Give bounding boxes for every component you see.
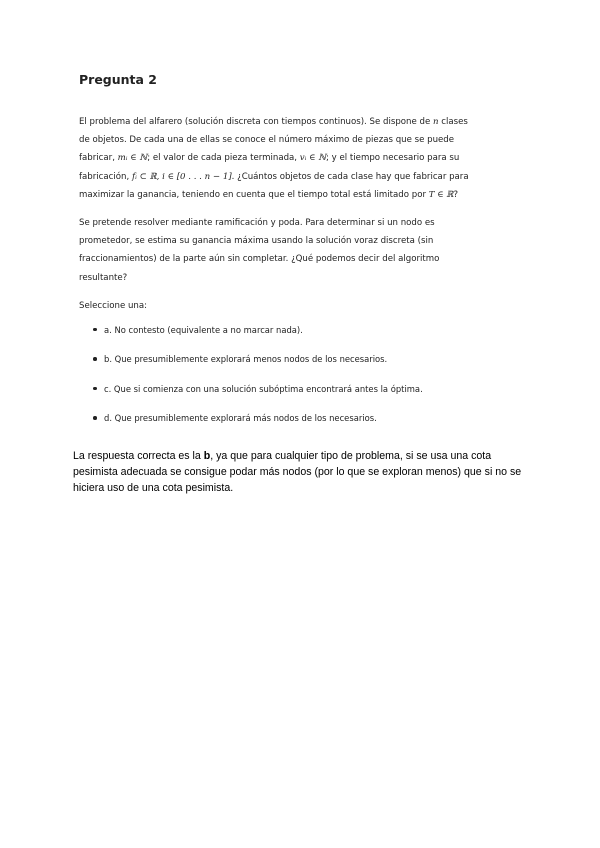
bullet-icon <box>93 328 97 332</box>
option-label: b. Que presumiblemente explorará menos nodos de los necesarios. <box>104 354 388 365</box>
statement-text: ; y el tiempo necesario para su fabricación, <box>79 153 460 182</box>
answer-explanation <box>73 448 533 496</box>
answer-prefix: La respuesta correcta es la <box>73 450 204 462</box>
quiz-question-block <box>79 72 479 441</box>
option-label: a. No contesto (equivalente a no marcar nada). <box>104 324 303 335</box>
statement-text: clases de objetos. De cada una de ellas se conoce el número máximo de piezas que se puede fabricar, <box>79 117 468 164</box>
option-d[interactable] <box>93 411 479 425</box>
question-statement <box>79 113 479 204</box>
question-title: Pregunta 2 <box>79 72 158 87</box>
bullet-icon <box>93 387 97 391</box>
statement-text: ? <box>453 189 458 200</box>
option-label: c. Que si comienza con una solución subóptima encontrará antes la óptima. <box>104 383 423 394</box>
statement-text: . ¿Cuántos objetos de cada clase hay que fabricar para maximizar la ganancia, teniendo en cuenta que el tiempo total está limitado por <box>79 171 469 200</box>
question-prompt: Se pretende resolver mediante ramificación y poda. Para determinar si un nodo es prometedor, se estima su ganancia máxima usando la solución voraz discreta (sin fraccionamientos) de la parte aún sin completar. ¿Qué podemos decir del algoritmo resultante? <box>79 218 440 283</box>
option-b[interactable] <box>93 352 479 366</box>
answer-options-list <box>79 323 479 426</box>
answer-letter: b <box>203 450 211 462</box>
select-one-label: Seleccione una: <box>79 300 148 311</box>
math-m-i: mᵢ ∈ ℕ <box>117 153 148 164</box>
math-v-i: vᵢ ∈ ℕ <box>299 153 327 164</box>
bullet-icon <box>93 416 97 420</box>
statement-text: El problema del alfarero (solución discreta con tiempos continuos). Se dispone de <box>79 117 433 127</box>
math-n: n <box>432 117 439 127</box>
option-c[interactable] <box>93 382 479 396</box>
math-f-i: fᵢ ⊂ ℝ, i ∈ [0 . . . n − 1] <box>131 171 232 182</box>
statement-text: ; el valor de cada pieza terminada, <box>147 153 300 164</box>
answer-suffix: , ya que para cualquier tipo de problema, si se usa una cota pesimista adecuada se consigue podar más nodos (por lo que se exploran menos) que si no se hiciera uso de una cota pesimista. <box>73 450 522 494</box>
math-t: T ∈ ℝ <box>428 189 454 200</box>
option-label: d. Que presumiblemente explorará más nodos de los necesarios. <box>104 413 377 424</box>
bullet-icon <box>93 357 97 361</box>
option-a[interactable] <box>93 323 479 337</box>
